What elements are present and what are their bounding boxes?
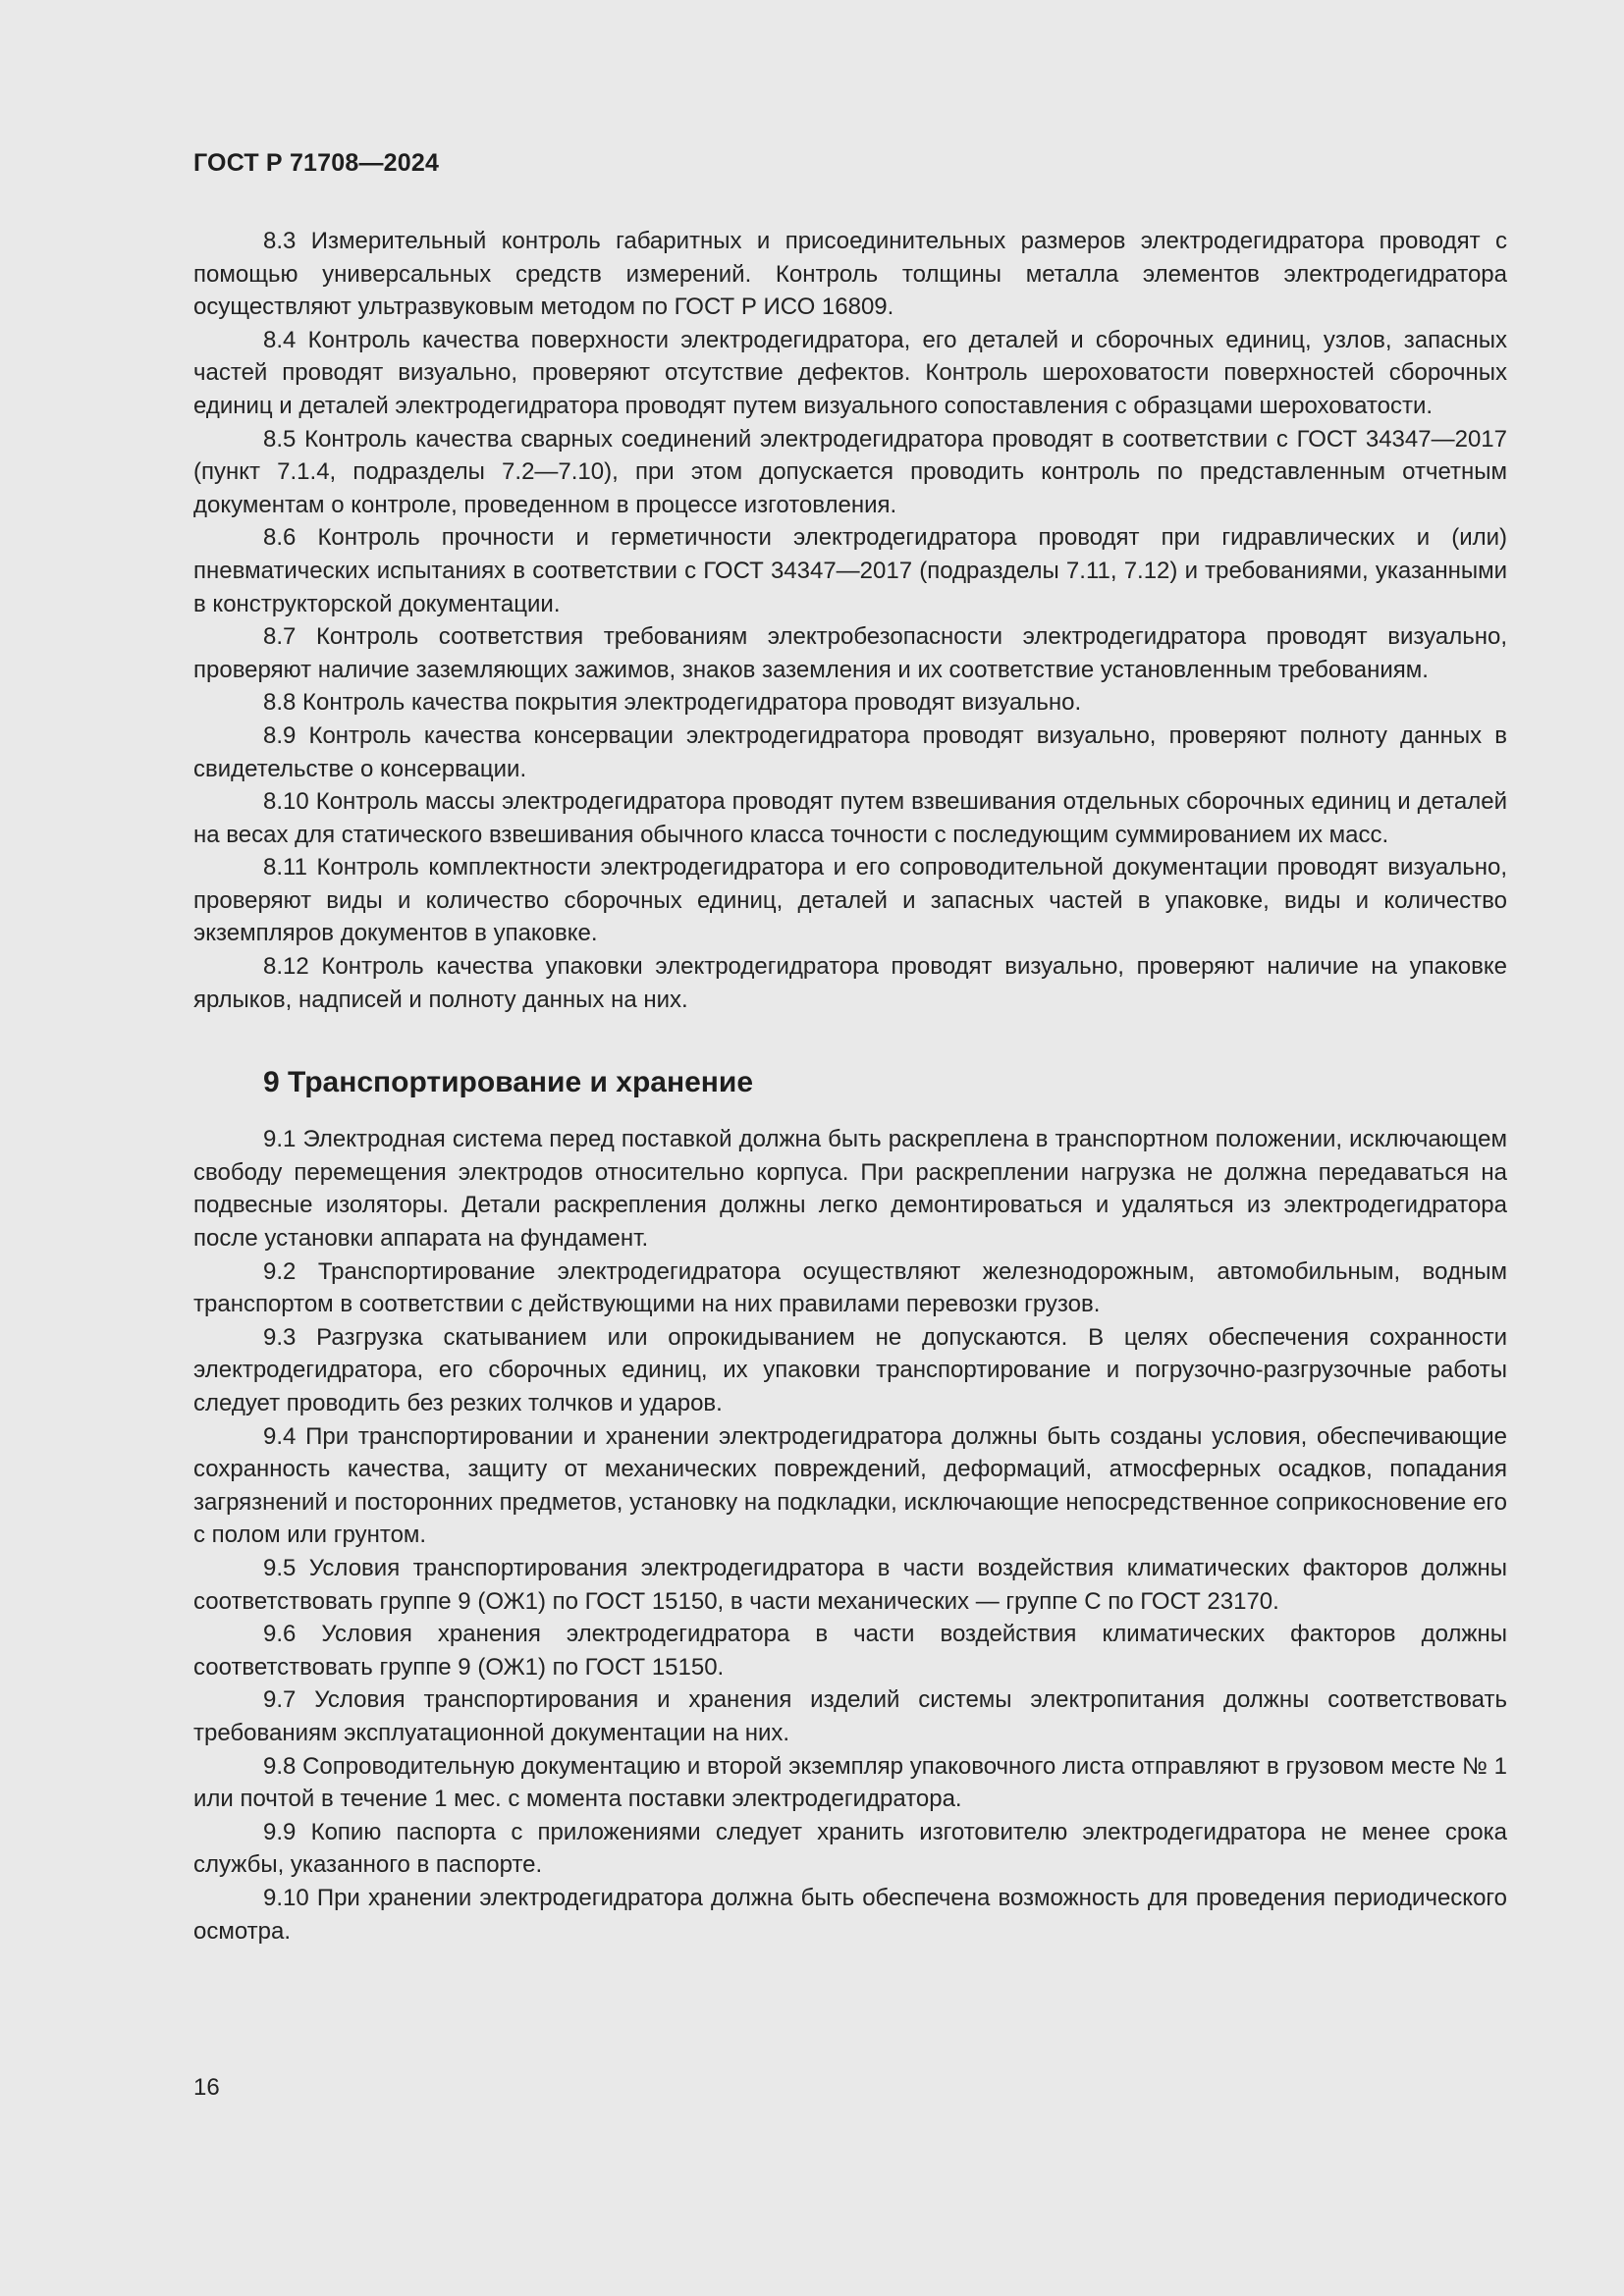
paragraph-8-12: 8.12 Контроль качества упаковки электродегидратора проводят визуально, проверяют наличие на упаковке ярлыков, надписей и полноту данных на них. bbox=[193, 953, 1507, 1013]
paragraph-8-10: 8.10 Контроль массы электродегидратора проводят путем взвешивания отдельных сборочных единиц и деталей на весах для статического взвешивания обычного класса точности с последующим суммированием их масс. bbox=[193, 788, 1507, 848]
page-number: 16 bbox=[193, 2074, 220, 2101]
paragraph-9-3: 9.3 Разгрузка скатыванием или опрокидыванием не допускаются. В целях обеспечения сохранности электродегидратора, его сборочных единиц, их упаковки транспортирование и погрузочно-разгрузочные работы следует проводить без резких толчков и ударов. bbox=[193, 1323, 1507, 1416]
paragraph-8-5: 8.5 Контроль качества сварных соединений электродегидратора проводят в соответствии с ГОСТ 34347—2017 (пункт 7.1.4, подразделы 7.2—7.10), при этом допускается проводить контроль по представленным отчетным документам о контроле, проведенном в процессе изготовления. bbox=[193, 425, 1507, 518]
paragraph-9-7: 9.7 Условия транспортирования и хранения изделий системы электропитания должны соответствовать требованиям эксплуатационной документации на них. bbox=[193, 1686, 1507, 1746]
paragraph-8-11: 8.11 Контроль комплектности электродегидратора и его сопроводительной документации проводят визуально, проверяют виды и количество сборочных единиц, деталей и запасных частей в упаковке, виды и количество экземпляров документов в упаковке. bbox=[193, 854, 1507, 947]
paragraph-9-10: 9.10 При хранении электродегидратора должна быть обеспечена возможность для проведения периодического осмотра. bbox=[193, 1884, 1507, 1945]
paragraph-9-1: 9.1 Электродная система перед поставкой должна быть раскреплена в транспортном положении, исключающем свободу перемещения электродов относительно корпуса. При раскреплении нагрузка не должна передаваться на подвесные изоляторы. Детали раскрепления должны легко демонтироваться и удаляться из электродегидратора после установки аппарата на фундамент. bbox=[193, 1126, 1507, 1253]
section-9-heading: 9 Транспортирование и хранение bbox=[263, 1066, 754, 1099]
paragraph-8-8: 8.8 Контроль качества покрытия электродегидратора проводят визуально. bbox=[263, 689, 1082, 717]
paragraph-9-4: 9.4 При транспортировании и хранении электродегидратора должны быть созданы условия, обеспечивающие сохранность качества, защиту от механических повреждений, деформаций, атмосферных осадков, попадания загрязнений и посторонних предметов, установку на подкладки, исключающие непосредственное соприкосновение его с полом или грунтом. bbox=[193, 1422, 1507, 1549]
document-body bbox=[193, 225, 1507, 1948]
paragraph-8-4: 8.4 Контроль качества поверхности электродегидратора, его деталей и сборочных единиц, узлов, запасных частей проводят визуально, проверяют отсутствие дефектов. Контроль шероховатости поверхностей сборочных единиц и деталей электродегидратора проводят путем визуального сопоставления с образцами шероховатости. bbox=[193, 326, 1507, 419]
section-8-body bbox=[193, 225, 1507, 1016]
paragraph-8-9: 8.9 Контроль качества консервации электродегидратора проводят визуально, проверяют полноту данных в свидетельстве о консервации. bbox=[193, 721, 1507, 782]
paragraph-9-9: 9.9 Копию паспорта с приложениями следует хранить изготовителю электродегидратора не менее срока службы, указанного в паспорте. bbox=[193, 1818, 1507, 1879]
paragraph-9-2: 9.2 Транспортирование электродегидратора осуществляют железнодорожным, автомобильным, водным транспортом в соответствии с действующими на них правилами перевозки грузов. bbox=[193, 1257, 1507, 1318]
paragraph-8-7: 8.7 Контроль соответствия требованиям электробезопасности электродегидратора проводят визуально, проверяют наличие заземляющих зажимов, знаков заземления и их соответствие установленным требованиям. bbox=[193, 623, 1507, 683]
paragraph-9-5: 9.5 Условия транспортирования электродегидратора в части воздействия климатических факторов должны соответствовать группе 9 (ОЖ1) по ГОСТ 15150, в части механических — группе С по ГОСТ 23170. bbox=[193, 1554, 1507, 1615]
document-header: ГОСТ Р 71708—2024 bbox=[193, 149, 440, 177]
paragraph-8-3: 8.3 Измерительный контроль габаритных и присоединительных размеров электродегидратора проводят с помощью универсальных средств измерений. Контроль толщины металла элементов электродегидратора осуществляют ультразвуковым методом по ГОСТ Р ИСО 16809. bbox=[193, 228, 1507, 321]
paragraph-9-8: 9.8 Сопроводительную документацию и второй экземпляр упаковочного листа отправляют в грузовом месте № 1 или почтой в течение 1 мес. с момента поставки электродегидратора. bbox=[193, 1752, 1507, 1813]
section-9-body bbox=[193, 1123, 1507, 1948]
paragraph-9-6: 9.6 Условия хранения электродегидратора в части воздействия климатических факторов должны соответствовать группе 9 (ОЖ1) по ГОСТ 15150. bbox=[193, 1621, 1507, 1681]
paragraph-8-6: 8.6 Контроль прочности и герметичности электродегидратора проводят при гидравлических и (или) пневматических испытаниях в соответствии с ГОСТ 34347—2017 (подразделы 7.11, 7.12) и требованиями, указанными в конструкторской документации. bbox=[193, 524, 1507, 617]
